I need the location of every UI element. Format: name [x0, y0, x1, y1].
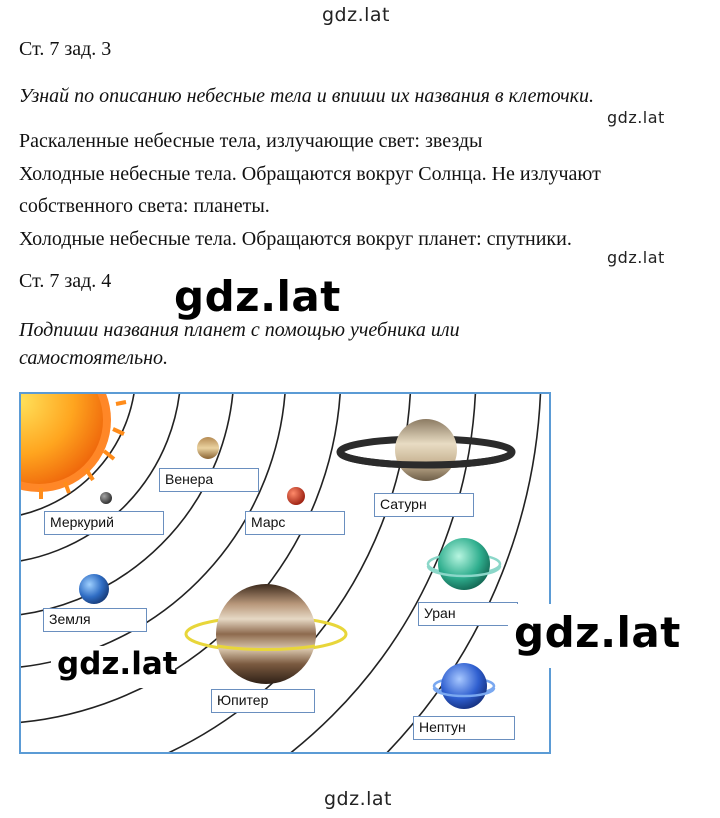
label-mars: Марс — [245, 511, 345, 535]
task3-heading: Ст. 7 зад. 3 — [19, 38, 112, 60]
task4-instruction-line1: Подпиши названия планет с помощью учебника или — [19, 319, 460, 341]
label-uranus: Уран — [418, 602, 518, 626]
watermark-top: gdz.lat — [322, 4, 391, 26]
task3-line-satellites: Холодные небесные тела. Обращаются вокруг планет: спутники. — [19, 228, 572, 250]
solar-system-figure — [19, 392, 551, 754]
mars-planet-icon — [287, 487, 305, 505]
watermark-bottom: gdz.lat — [324, 788, 393, 810]
task4-instruction-line2: самостоятельно. — [19, 347, 169, 369]
watermark-large: gdz.lat — [514, 608, 681, 657]
earth-planet-icon — [79, 574, 109, 604]
label-earth: Земля — [43, 608, 147, 632]
saturn-planet-icon — [340, 419, 512, 481]
venus-planet-icon — [197, 437, 219, 459]
label-neptune: Нептун — [413, 716, 515, 740]
neptune-planet-icon — [434, 663, 494, 709]
watermark-large: gdz.lat — [57, 646, 178, 682]
task3-line-stars: Раскаленные небесные тела, излучающие свет: звезды — [19, 130, 483, 152]
watermark-small: gdz.lat — [607, 108, 665, 127]
sun-icon — [21, 394, 126, 499]
label-venus: Венера — [159, 468, 259, 492]
watermark-large: gdz.lat — [174, 272, 341, 321]
task4-heading: Ст. 7 зад. 4 — [19, 270, 112, 292]
label-jupiter: Юпитер — [211, 689, 315, 713]
task3-line-planets-2: собственного света: планеты. — [19, 195, 270, 217]
mercury-planet-icon — [100, 492, 112, 504]
label-saturn: Сатурн — [374, 493, 474, 517]
jupiter-planet-icon — [186, 584, 346, 684]
uranus-planet-icon — [428, 538, 500, 590]
watermark-small: gdz.lat — [607, 248, 665, 267]
task3-line-planets-1: Холодные небесные тела. Обращаются вокруг Солнца. Не излучают — [19, 163, 601, 185]
label-mercury: Меркурий — [44, 511, 164, 535]
task3-instruction: Узнай по описанию небесные тела и впиши их названия в клеточки. — [19, 85, 595, 107]
